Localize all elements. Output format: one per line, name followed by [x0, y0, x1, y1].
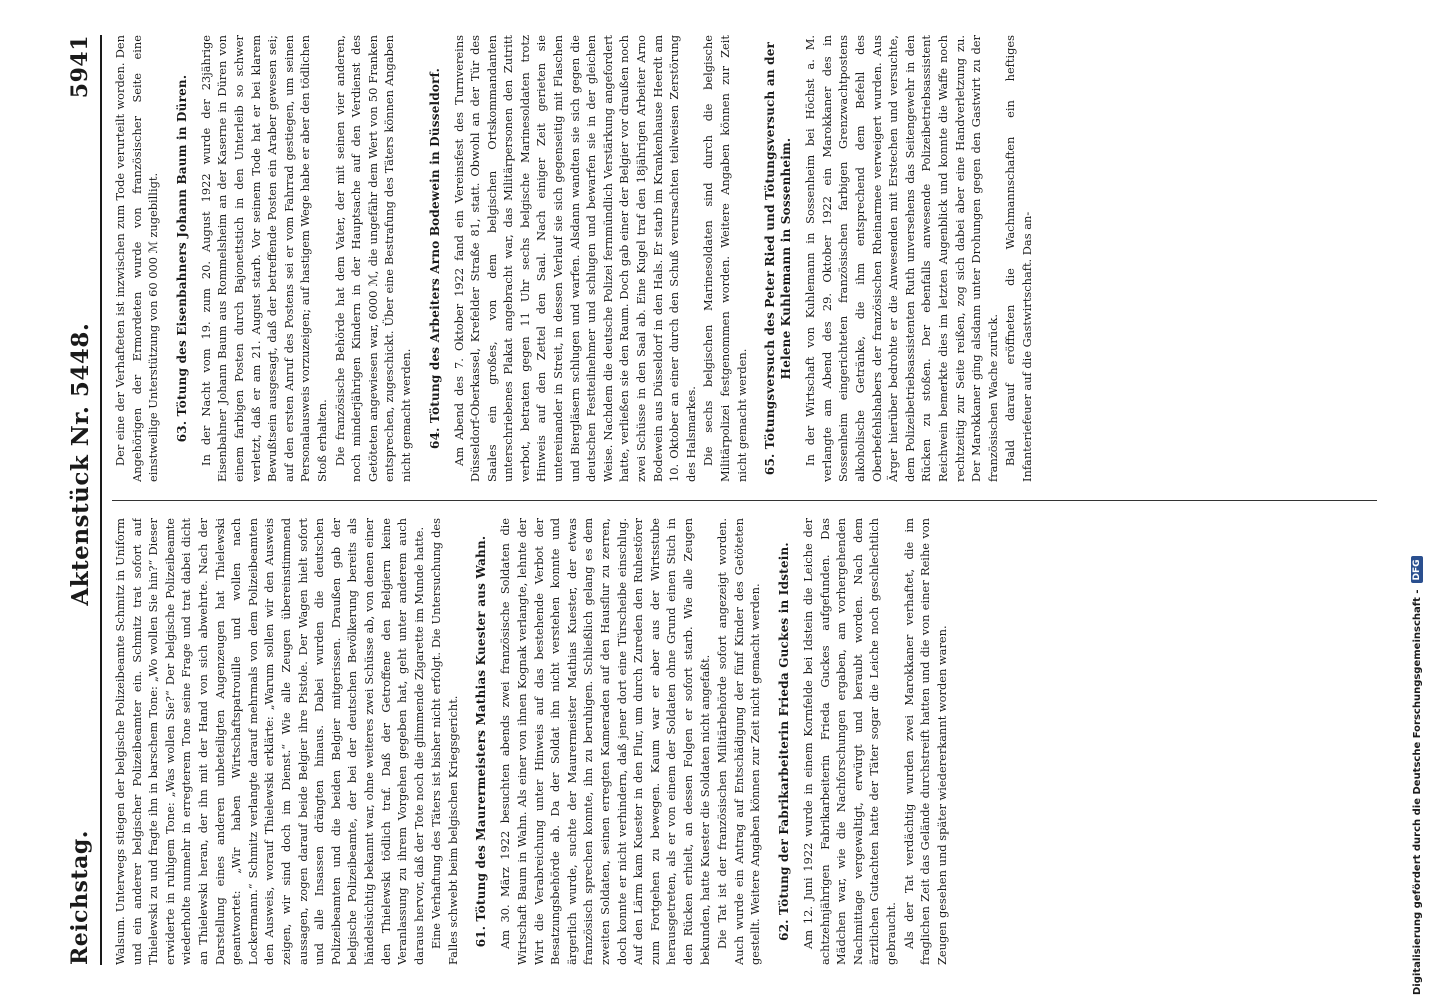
paragraph: Die französische Behörde hat dem Vater, der mit seinen vier anderen, noch minderjährigen Kindern in der Hauptsache auf den Verdienst des Getöteten angewiesen war, 6000 ℳ, die ungefähr dem Wert von 50 Franken entsprechen, zugeschickt. Über eine Bestrafung des Täters können Angaben nicht gemacht werden.: [332, 35, 413, 482]
digitization-note-text: Digitalisierung gefördert durch die Deutsche Forschungsgemeinschaft -: [1411, 589, 1423, 995]
page-header: [60, 35, 102, 965]
column-divider: [112, 500, 1377, 501]
paragraph: Die sechs belgischen Marinesoldaten sind durch die belgische Militärpolizei festgenommen worden. Weitere Angaben können zur Zeit nicht gemacht werden.: [701, 35, 749, 482]
dfg-logo: DFG: [1411, 556, 1423, 583]
paragraph: Am 30. März 1922 besuchten abends zwei französische Soldaten die Wirtschaft Baum in Wahn. Als einer von ihnen Kognak verlangte, lehnte der Wirt die Verabreichung unter Hinweis auf das bestehende Verbot der Besatzungsbehörde ab. Da der Soldat ihn nicht verstehen konnte und ärgerlich wurde, suchte der Maurermeister Mathias Kuester, der etwas französisch sprechen konnte, ihn zu beruhigen. Schließlich gelang es dem zweiten Soldaten, seinen erregten Kameraden auf den Hausflur zu zerren, doch konnte er nicht verhindern, daß jener dort eine Türscheibe einschlug. Auf den Lärm kam Kuester in den Flur, um durch Zureden den Ruhestörer zum Fortgehen zu bewegen. Kaum war er aber aus der Wirtsstube herausgetreten, als er von einem der Soldaten ohne Grund einen Stich in den Rücken erhielt, an dessen Folgen er sofort starb. Wie alle Zeugen bekunden, hatte Kuester die Soldaten nicht angefaßt.: [498, 518, 712, 965]
paragraph: Am Abend des 7. Oktober 1922 fand ein Vereinsfest des Turnvereins Düsseldorf-Oberkassel, Krefelder Straße 81, statt. Obwohl an der Tür des Saales ein großes, von dem belgischen Ortskommandanten unterschriebenes Plakat angebracht war, das Militärpersonen den Zutritt verbot, betraten gegen 11 Uhr sechs belgische Marinesoldaten trotz Hinweis auf den Zettel den Saal. Nach einiger Zeit gerieten sie untereinander in Streit, in dessen Verlauf sie sich gegenseitig mit Flaschen und Biergläsern schlugen und warfen. Alsdann wandten sie sich gegen die deutschen Festteilnehmer und schlugen und bewarfen sie in der gleichen Weise. Nachdem die deutsche Polizei fernmündlich Verstärkung angefordert hatte, verließen sie den Raum. Doch gab einer der Belgier vor draußen noch zwei Schüsse in den Saal ab. Eine Kugel traf den 18jährigen Arbeiter Arno Bodewein aus Düsseldorf in den Hals. Er starb im Krankenhause Heerdt am 10. Oktober an einer durch den Schuß verursachten teilweisen Zerstörung des Halsmarkes.: [451, 35, 698, 482]
right-column: [112, 35, 1380, 482]
header-left: Reichstag.: [67, 830, 93, 965]
paragraph: In der Wirtschaft von Kuhlemann in Sossenheim bei Höchst a. M. verlangte am Abend des 29. Oktober 1922 ein Marokkaner des in Sossenheim eingerichteten französischen farbigen Grenzwachtpostens alkoholische Getränke, die ihm entsprechend dem Befehl des Oberbefehlshabers der französischen Rheinarmee verweigert wurden. Aus Ärger hierüber bedrohte er die Anwesenden mit Erstechen und versuchte, dem Polizeibetriebsassistenten Ruth unversehens das Seitengewehr in den Rücken zu stoßen. Der ebenfalls anwesende Polizeibetriebsassistent Reichwein bemerkte dies im letzten Augenblick und konnte die Waffe noch rechtzeitig zur Seite reißen, zog sich dabei aber eine Handverletzung zu. Der Marokkaner ging alsdann unter Drohungen gegen den Gastwirt zu der französischen Wache zurück.: [803, 35, 1000, 482]
paragraph: Der eine der Verhafteten ist inzwischen zum Tode verurteilt worden. Den Angehörigen der Ermordeten wurde von französischer Seite eine einstweilige Unterstützung von 60 000 ℳ zugebilligt.: [113, 35, 161, 482]
paragraph: Eine Verhaftung des Täters ist bisher nicht erfolgt. Die Untersuchung des Falles schwebt beim belgischen Kriegsgericht.: [429, 518, 460, 965]
section-heading-65: 65. Tötungsversuch des Peter Ried und Tötungsversuch an der Helene Kuhlemann in Sossenheim.: [763, 41, 794, 476]
section-heading-63: 63. Tötung des Eisenbahners Johann Baum in Düren.: [174, 74, 189, 443]
header-document-number: Aktenstück Nr. 5448.: [66, 322, 94, 606]
section-heading-61: 61. Tötung des Maurermeisters Mathias Kuester aus Wahn.: [474, 535, 489, 948]
paragraph: Als der Tat verdächtig wurden zwei Marokkaner verhaftet, die im fraglichen Zeit das Gelände durchstreift hatten und die von einer Reihe von Zeugen gesehen und später wiedererkannt worden waren.: [901, 518, 949, 965]
paragraph: In der Nacht vom 19. zum 20. August 1922 wurde der 23jährige Eisenbahner Johann Baum aus Rommelsheim an der Kaserne in Düren von einem farbigen Posten durch Bajonettstich in den Unterleib so schwer verletzt, daß er am 21. August starb. Vor seinem Tode hat er bei klarem Bewußtsein ausgesagt, daß der betreffende Posten ein Araber gewesen sei; auf den ersten Anruf des Postens sei er vom Fahrrad gestiegen, um seinen Personalausweis vorzuzeigen; auf hastigem Wege habe er aber den tödlichen Stoß erhalten.: [198, 35, 329, 482]
paragraph: Die Tat ist der französischen Militärbehörde sofort angezeigt worden. Auch wurde ein Antrag auf Entschädigung der fünf Kinder des Getöteten gestellt. Weitere Angaben können zur Zeit nicht gemacht werden.: [715, 518, 763, 965]
paragraph: Bald darauf eröffneten die Wachmannschaften ein heftiges Infanteriefeuer auf die Gastwirtschaft. Das an-: [1003, 35, 1034, 482]
digitization-note: [1408, 5, 1426, 995]
left-column: [112, 518, 1380, 965]
page-number: 5941: [67, 35, 93, 99]
section-heading-64: 64. Tötung des Arbeiters Arno Bodewein in Düsseldorf.: [427, 68, 442, 449]
section-heading-62: 62. Tötung der Fabrikarbeiterin Frieda Guckes in Idstein.: [776, 542, 791, 941]
paragraph: Am 12. Juni 1922 wurde in einem Kornfelde bei Idstein die Leiche der achtzehnjährigen Fabrikarbeiterin Frieda Guckes aufgefunden. Das Mädchen war, wie die Nachforschungen ergaben, am vorhergehenden Nachmittage vergewaltigt, erwürgt und beraubt worden. Nach dem ärztlichen Gutachten hatte der Täter sogar die Leiche noch geschlechtlich gebraucht.: [800, 518, 898, 965]
rotated-document-page: [60, 35, 1385, 965]
paragraph: Walsum. Unterwegs stiegen der belgische Polizeibeamte Schmitz in Uniform und ein anderer belgischer Polizeibeamter ein. Schmitz trat sofort auf Thielewski zu und fragte ihn in barschem Tone: „Wo wollen Sie hin?“ Dieser erwiderte in ruhigem Tone: „Was wollen Sie?“ Der belgische Polizeibeamte wiederholte nunmehr in erregterem Tone seine Frage und trat dabei dicht an Thielewski heran, der ihn mit der Hand von sich abwehrte. Nach der Darstellung eines anderen unbeteiligten Augenzeugen hat Thielewski geantwortet: „Wir haben Wirtschaftspatrouille und wollen nach Lockermann.“ Schmitz verlangte darauf mehrmals von dem Polizeibeamten den Ausweis, worauf Thielewski erklärte: „Warum sollen wir den Ausweis zeigen, wir sind doch im Dienst.“ Wie alle Zeugen übereinstimmend aussagen, zogen darauf beide Belgier ihre Pistole. Der Wagen hielt sofort und alle Insassen drängten hinaus. Dabei wurden die deutschen Polizeibeamten und die beiden Belgier mitgerissen. Draußen gab der belgische Polizeibeamte, der bei der deutschen Bevölkerung bereits als händelsüchtig bekannt war, ohne weiteres zwei Schüsse ab, von denen einer den Thielewski tödlich traf. Daß der Getroffene den Belgiern keine Veranlassung zu ihrem Vorgehen gegeben hat, geht unter anderem auch daraus hervor, daß der Tote noch die glimmende Zigarette im Munde hatte.: [113, 518, 426, 965]
